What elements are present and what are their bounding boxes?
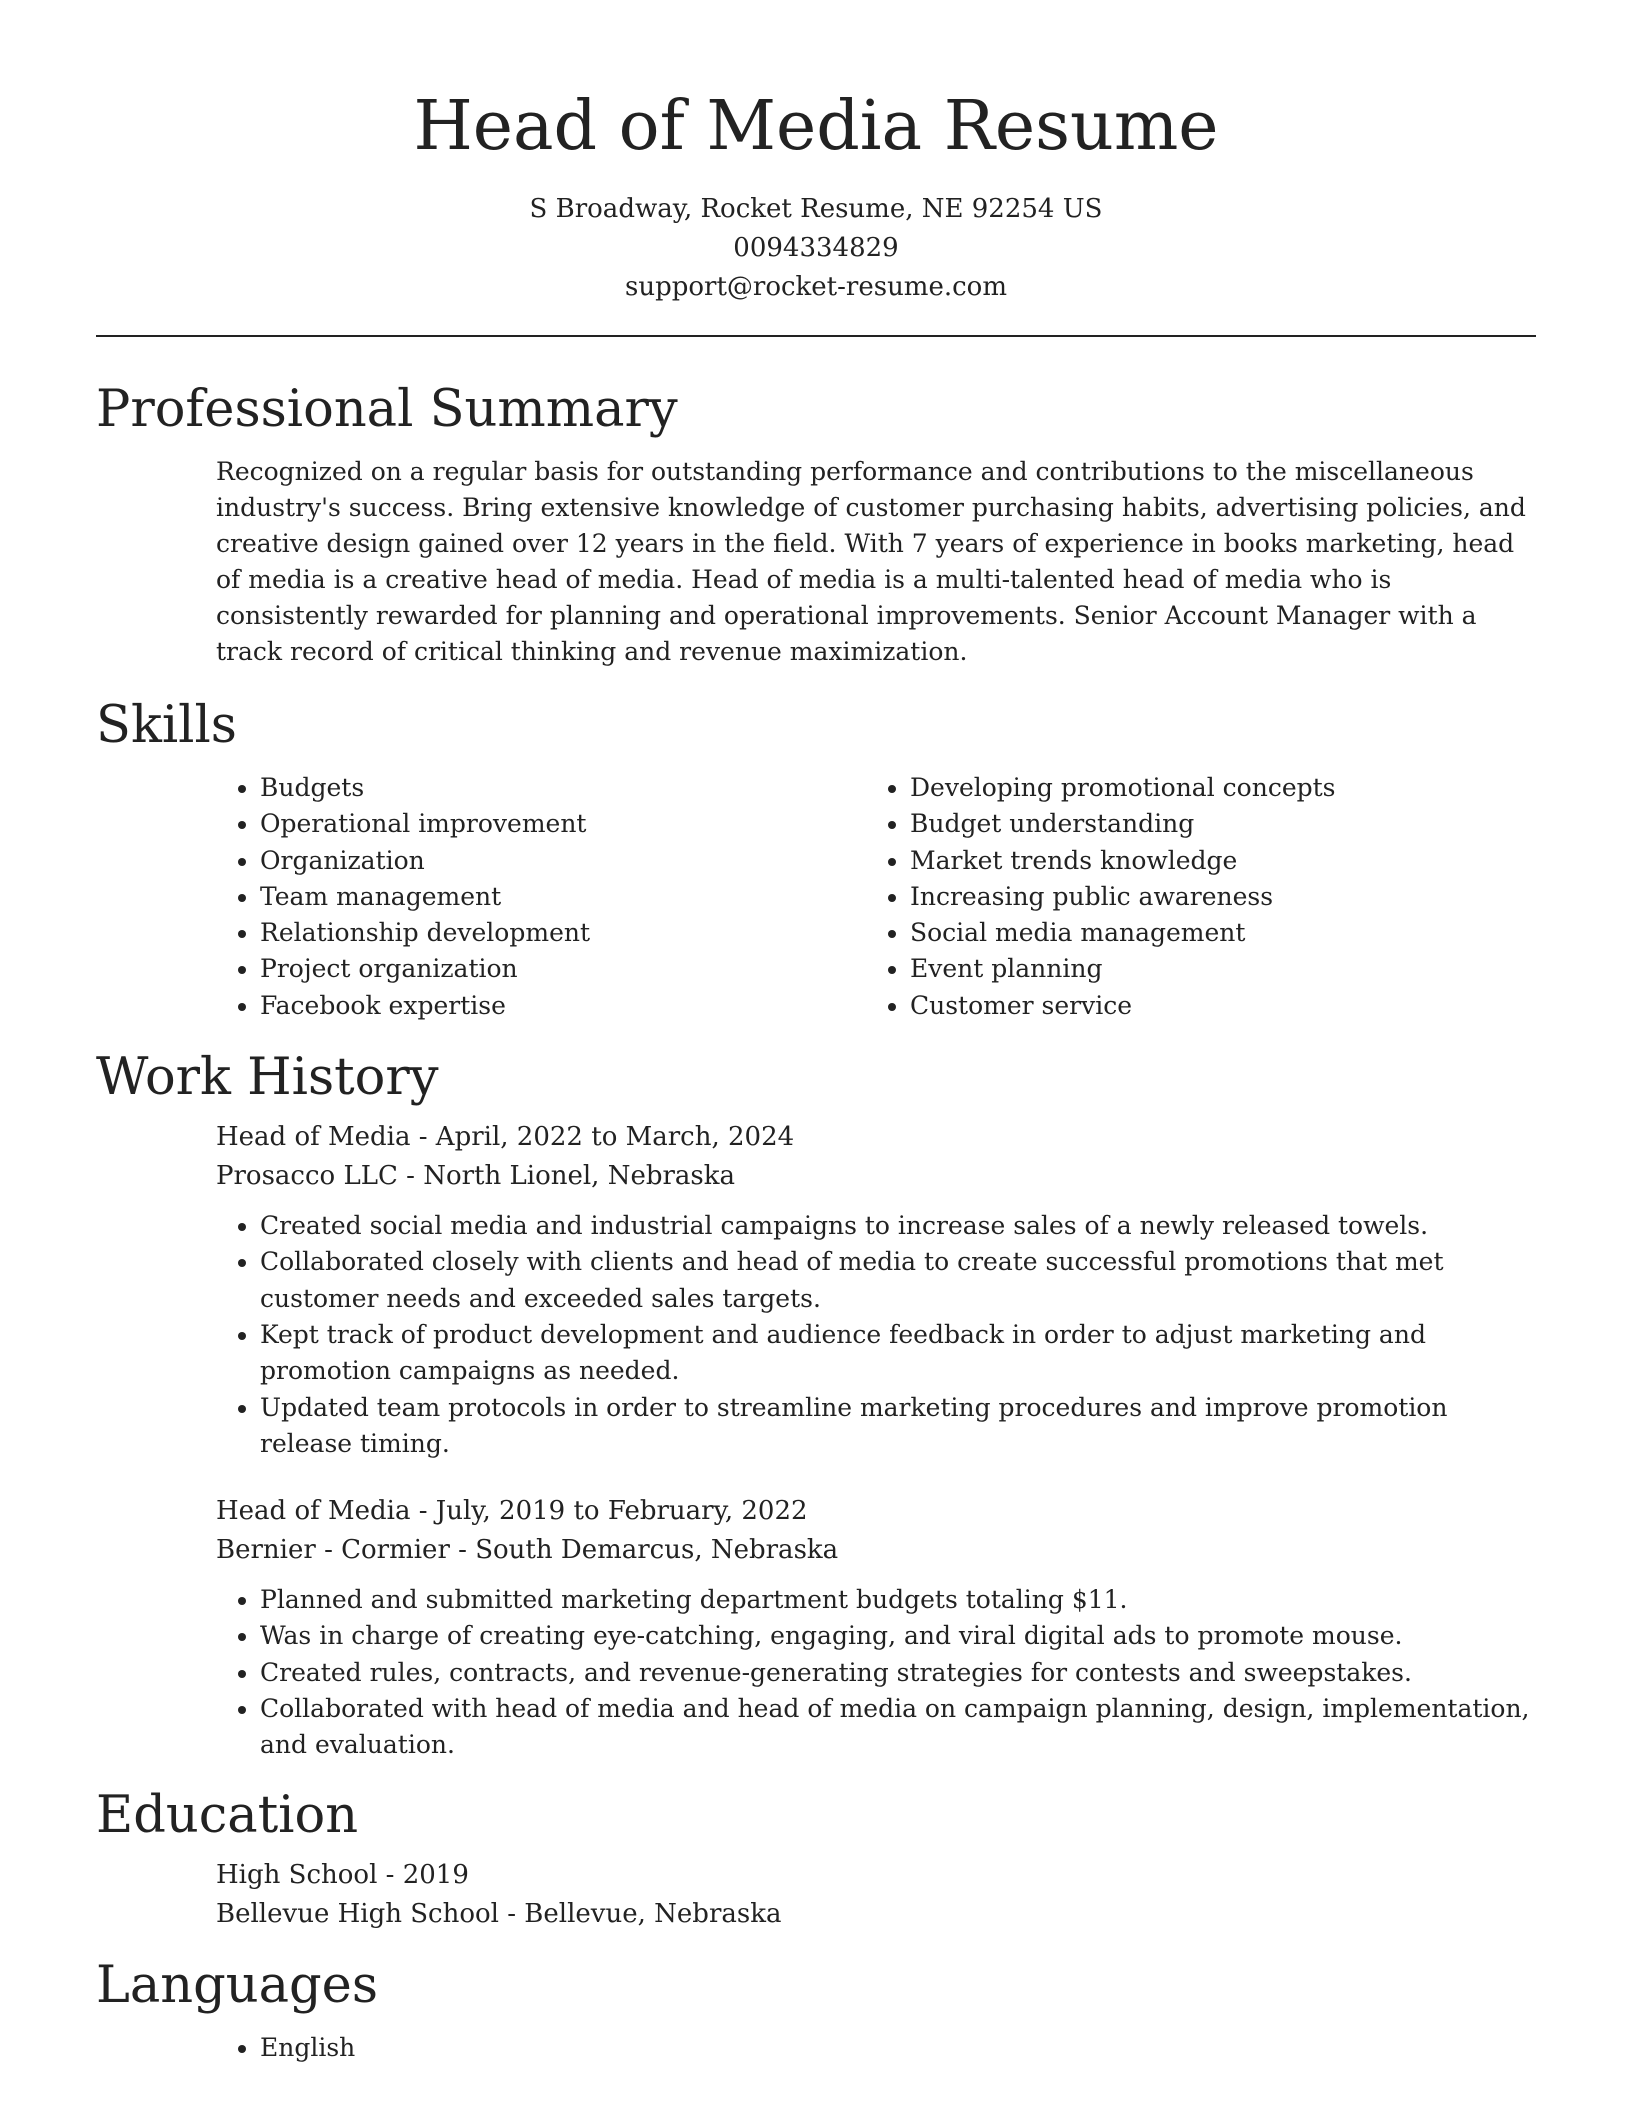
job-location: - South Demarcus, Nebraska [449,1535,839,1566]
languages-section [96,1954,1536,2066]
summary-section [96,378,1536,670]
skill-item: • Budget understanding [910,806,1516,842]
work-heading: Work History [96,1048,439,1108]
job-title: Head of Media [216,1122,411,1153]
language-item: • English [260,2030,1536,2066]
job-entry [216,1118,1536,1462]
skill-item: • Relationship development [260,915,866,951]
summary-heading: Professional Summary [96,380,678,439]
job-company-line [216,1531,1536,1570]
skills-column-left [216,770,866,1024]
job-title: Head of Media [216,1496,411,1527]
job-bullet: • Updated team protocols in order to streamline marketing procedures and improve promotion release timing. [260,1390,1536,1463]
skills-heading: Skills [96,696,237,755]
resume-title: Head of Media Resume [413,87,1219,166]
header-divider [96,335,1536,337]
languages-heading: Languages [96,1955,379,2015]
education-degree-line [216,1856,1536,1895]
job-title-line [216,1492,1536,1531]
job-bullet: • Created social media and industrial campaigns to increase sales of a newly released towels. [260,1208,1536,1244]
contact-email: support@rocket-resume.com [624,272,1007,302]
skills-column-right [866,770,1516,1024]
skill-item: • Increasing public awareness [910,879,1516,915]
summary-text: Recognized on a regular basis for outstanding performance and contributions to the miscellaneous industry's success. Bring extensive knowledge of customer purchasing habits, advertising policies, and creative design gained over 12 years in the field. With 7 years of experience in books marketing, head of media is a creative head of media. Head of media is a multi-talented head of media who is consistently rewarded for planning and operational improvements. Senior Account Manager with a track record of critical thinking and revenue maximization. [216,457,1526,666]
skill-item: • Organization [260,843,866,879]
skill-item: • Facebook expertise [260,988,866,1024]
education-year: - 2019 [377,1859,469,1890]
job-bullet: • Was in charge of creating eye-catching, engaging, and viral digital ads to promote mouse. [260,1618,1536,1654]
skills-grid [216,770,1536,1024]
skill-item: • Budgets [260,770,866,806]
education-school: Bellevue High School [216,1898,499,1929]
contact-address: S Broadway, Rocket Resume, NE 92254 US [529,194,1103,224]
skill-item: • Operational improvement [260,806,866,842]
job-bullet: • Created rules, contracts, and revenue-generating strategies for contests and sweepstakes. [260,1655,1536,1691]
skill-item: • Customer service [910,988,1516,1024]
education-degree: High School [216,1859,378,1890]
job-title-line [216,1118,1536,1157]
education-section [96,1784,1536,1934]
education-heading: Education [96,1785,359,1845]
education-entry [216,1856,1536,1934]
job-bullet: • Collaborated with head of media and head of media on campaign planning, design, implementation, and evaluation. [260,1691,1536,1764]
job-dates: - April, 2022 to March, 2024 [410,1122,795,1153]
job-location: - North Lionel, Nebraska [397,1161,736,1192]
skill-item: • Market trends knowledge [910,843,1516,879]
education-location: - Bellevue, Nebraska [498,1898,782,1929]
skill-item: • Developing promotional concepts [910,770,1516,806]
job-bullet: • Planned and submitted marketing department budgets totaling $11. [260,1582,1536,1618]
contact-phone: 0094334829 [733,233,899,263]
work-section [96,1046,1536,1764]
job-company-line [216,1157,1536,1196]
skill-item: • Project organization [260,951,866,987]
job-dates: - July, 2019 to February, 2022 [410,1496,808,1527]
resume-header [96,0,1536,307]
languages-body [216,2030,1536,2066]
summary-body [216,454,1536,670]
skill-item: • Social media management [910,915,1516,951]
skill-item: • Event planning [910,951,1516,987]
job-company: Prosacco LLC [216,1161,398,1192]
contact-block [96,190,1536,307]
resume-page [96,0,1536,2066]
job-company: Bernier - Cormier [216,1535,450,1566]
job-bullet: • Kept track of product development and audience feedback in order to adjust marketing and promotion campaigns as needed. [260,1317,1536,1390]
job-entry [216,1492,1536,1763]
skills-section [96,694,1536,1024]
education-school-line [216,1895,1536,1934]
job-bullet: • Collaborated closely with clients and head of media to create successful promotions that met customer needs and exceeded sales targets. [260,1244,1536,1317]
skill-item: • Team management [260,879,866,915]
